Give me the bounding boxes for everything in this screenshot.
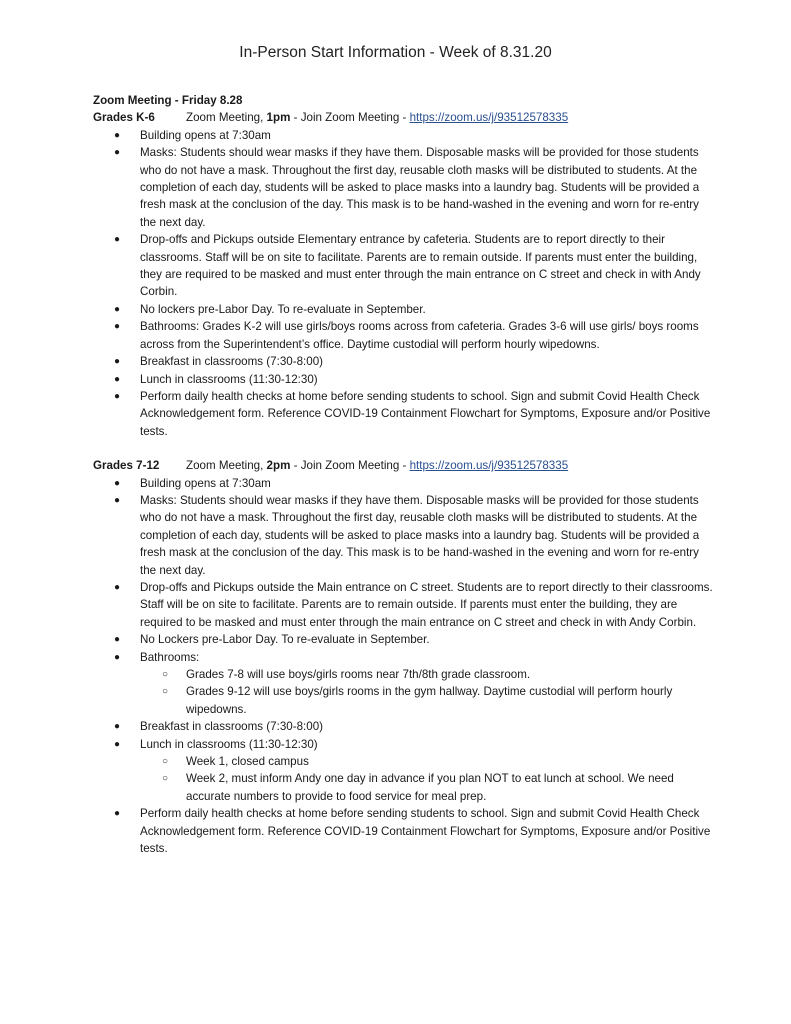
bullet-text: Building opens at 7:30am [140,128,271,142]
grades-k6-bullet-list [93,127,713,440]
list-item [93,492,713,579]
grades-k6-label: Grades K-6 [93,111,155,125]
list-item [93,318,713,353]
list-item [93,736,713,806]
list-item [93,579,713,631]
bullet-icon: ● [114,234,121,246]
sub-list-item [140,753,713,770]
bullet-text: No lockers pre-Labor Day. To re-evaluate in September. [140,302,426,316]
page-title: In-Person Start Information - Week of 8.31.20 [239,44,552,61]
bullet-text: Masks: Students should wear masks if they have them. Disposable masks will be provided for those students who do not have a mask. Throughout the first day, reusable cloth masks will be distributed to students. At the completion of each day, students will be asked to place masks into a laundry bag. Students will be provided a fresh mask at the conclusion of the day. This mask is to be hand-washed in the evening and worn for re-entry the next day. [140,146,700,229]
list-item [93,353,713,370]
bullet-text: Perform daily health checks at home before sending students to school. Sign and submit Covid Health Check Acknowledgement form. Reference COVID-19 Containment Flowchart for Symptoms, Exposure and/or Positive tests. [140,807,711,856]
list-item [93,231,713,301]
bullet-icon: ● [114,494,121,506]
document-body [93,92,713,857]
list-item [93,649,713,719]
bullet-icon: ● [114,321,121,333]
bullet-icon: ● [114,303,121,315]
sub-bullet-text: Week 1, closed campus [186,755,309,769]
bullet-icon: ● [114,808,121,820]
grades-7-12-bullet-list [93,475,713,858]
zoom-text-post: - Join Zoom Meeting - [290,111,410,125]
bullet-text: Lunch in classrooms (11:30-12:30) [140,737,318,751]
list-item [93,301,713,318]
bullet-text: Masks: Students should wear masks if they have them. Disposable masks will be provided for those students who do not have a mask. Throughout the first day, reusable cloth masks will be distributed to students. At the completion of each day, students will be asked to place masks into a laundry bag. Students will be provided a fresh mask at the conclusion of the day. This mask is to be hand-washed in the evening and worn for re-entry the next day. [140,493,700,577]
zoom-meeting-header: Zoom Meeting - Friday 8.28 [93,94,243,107]
zoom-text-post: - Join Zoom Meeting - [290,459,410,473]
lunch-sub-list [140,753,713,805]
list-item [93,127,713,144]
list-item [93,388,713,440]
bullet-icon: ● [114,356,121,368]
list-item [93,371,713,388]
bullet-icon: ● [114,390,121,402]
bullet-icon: ● [114,738,121,750]
grades-7-12-label: Grades 7-12 [93,459,160,473]
sub-bullet-icon: ○ [162,756,169,768]
zoom-link[interactable]: https://zoom.us/j/93512578335 [409,111,569,125]
sub-list-item [140,666,713,683]
bullet-text: No Lockers pre-Labor Day. To re-evaluate in September. [140,633,430,647]
bullet-text: Building opens at 7:30am [140,476,271,490]
sub-list-item [140,770,713,805]
grades-7-12-zoom-text [186,457,568,474]
bullet-icon: ● [114,581,121,593]
sub-bullet-icon: ○ [162,669,169,680]
sub-bullet-text: Week 2, must inform Andy one day in advance if you plan NOT to eat lunch at school. We need accurate numbers to provide to food service for meal prep. [186,772,674,803]
bullet-icon: ● [114,634,121,646]
list-item [93,631,713,648]
bullet-icon: ● [114,651,121,663]
bullet-text: Perform daily health checks at home before sending students to school. Sign and submit Covid Health Check Acknowledgement form. Reference COVID-19 Containment Flowchart for Symptoms, Exposure and/or Positive tests. [140,389,711,438]
bullet-icon: ● [114,373,121,385]
bullet-text: Breakfast in classrooms (7:30-8:00) [140,355,323,369]
sub-bullet-icon: ○ [162,773,169,785]
sub-list-item [140,683,713,718]
list-item [93,718,713,735]
section-spacer [93,440,713,457]
bullet-text: Bathrooms: [140,650,200,664]
bullet-icon: ● [114,147,121,159]
list-item [93,144,713,231]
zoom-time: 1pm [266,111,291,125]
grades-k6-zoom-text [186,109,568,126]
bullet-icon: ● [114,721,121,733]
zoom-text-pre: Zoom Meeting, [186,111,267,125]
bullet-icon: ● [114,477,121,489]
bullet-text: Lunch in classrooms (11:30-12:30) [140,372,318,386]
bullet-text: Drop-offs and Pickups outside the Main entrance on C street. Students are to report directly to their classrooms. Staff will be on site to facilitate. Parents are to remain outside. If parents must enter the building, they are required to be masked and must enter through the main entrance on C street and check in with Andy Corbin. [140,580,713,629]
list-item [93,475,713,492]
zoom-time: 2pm [266,459,291,473]
sub-bullet-text: Grades 9-12 will use boys/girls rooms in the gym hallway. Daytime custodial will perform hourly wipedowns. [186,685,673,716]
bullet-icon: ● [114,129,121,141]
sub-bullet-text: Grades 7-8 will use boys/girls rooms near 7th/8th grade classroom. [186,668,531,681]
bullet-text: Breakfast in classrooms (7:30-8:00) [140,720,323,734]
zoom-link[interactable]: https://zoom.us/j/93512578335 [409,459,569,473]
grades-7-12-zoom-line [93,457,713,474]
bullet-text: Drop-offs and Pickups outside Elementary entrance by cafeteria. Students are to report directly to their classrooms. Staff will be on site to facilitate. Parents are to remain outside. If parents must enter the building, they are required to be masked and must enter through the main entrance on C street and check in with Andy Corbin. [140,233,701,299]
zoom-text-pre: Zoom Meeting, [186,459,267,473]
sub-bullet-icon: ○ [162,686,169,698]
grades-k6-zoom-line [93,109,713,126]
bullet-text: Bathrooms: Grades K-2 will use girls/boys rooms across from cafeteria. Grades 3-6 will use girls/ boys rooms across from the Superintendent’s office. Daytime custodial will perform hourly wipedowns. [140,320,699,351]
bathrooms-sub-list [140,666,713,718]
list-item [93,805,713,857]
